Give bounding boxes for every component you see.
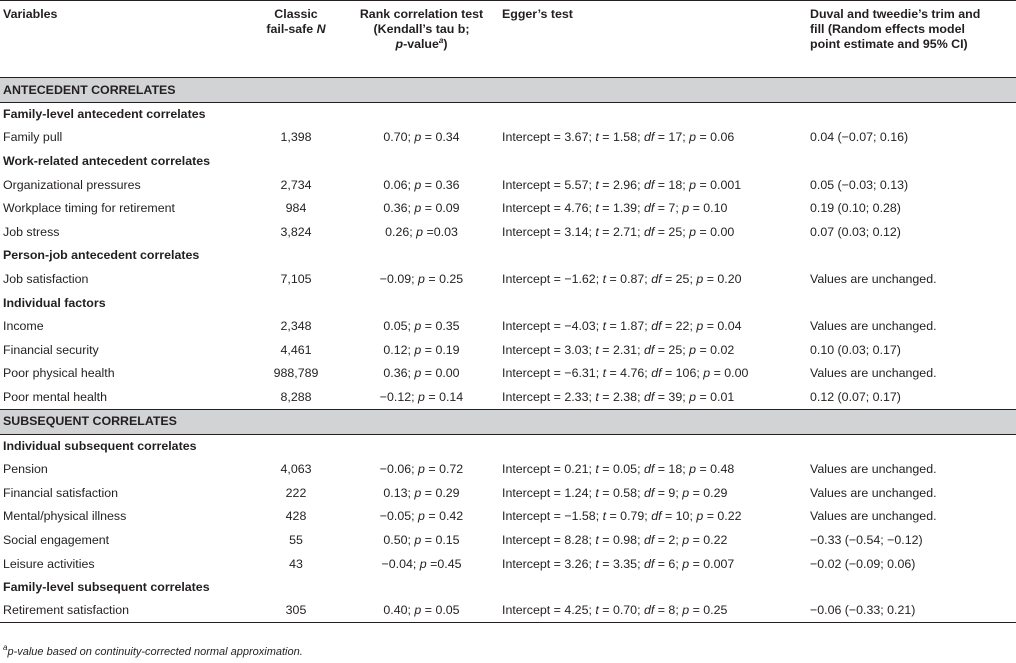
cell-egger: Intercept = 4.25; t = 0.70; df = 8; p = 0.25 bbox=[499, 599, 807, 623]
cell-trim-fill: 0.07 (0.03; 0.12) bbox=[810, 224, 901, 239]
p-value: =0.03 bbox=[426, 224, 458, 239]
df-label: df bbox=[643, 532, 655, 547]
p-value: = 0.09 bbox=[424, 201, 460, 216]
df-label: df bbox=[643, 177, 655, 192]
t-value: = 4.76 bbox=[609, 366, 645, 381]
intercept-label: Intercept = bbox=[502, 130, 565, 145]
p-label: p bbox=[682, 603, 690, 618]
df-value: = 7 bbox=[657, 201, 676, 216]
p-label: p bbox=[682, 532, 690, 547]
table-row bbox=[0, 268, 1016, 292]
tau-value: 0.36 bbox=[383, 201, 408, 216]
t-value: = 0.79 bbox=[609, 509, 645, 524]
p-label: p bbox=[416, 224, 424, 239]
p-label: p bbox=[414, 366, 422, 381]
intercept-value: 3.03 bbox=[564, 342, 589, 357]
p-value: = 0.34 bbox=[424, 130, 460, 145]
cell-failsafe-n: 305 bbox=[248, 599, 344, 623]
subhead-row bbox=[0, 434, 1016, 458]
p-label: p bbox=[414, 342, 422, 357]
t-value: = 1.39 bbox=[602, 201, 638, 216]
t-value: = 2.96 bbox=[602, 177, 638, 192]
cell-trim-fill: 0.19 (0.10; 0.28) bbox=[810, 201, 901, 216]
df-label: df bbox=[643, 224, 655, 239]
p-label: p bbox=[414, 177, 422, 192]
egger-p-value: = 0.04 bbox=[706, 319, 742, 334]
egger-p-value: = 0.00 bbox=[699, 224, 735, 239]
t-value: = 0.05 bbox=[602, 462, 638, 477]
p-label: p bbox=[418, 509, 425, 524]
subhead-title: Family-level antecedent correlates bbox=[3, 107, 206, 122]
t-value: = 2.71 bbox=[602, 224, 638, 239]
table-row bbox=[0, 552, 1016, 576]
cell-trim-fill: −0.06 (−0.33; 0.21) bbox=[807, 599, 1016, 623]
cell-egger: Intercept = 0.21; t = 0.05; df = 18; p = 0.48 bbox=[502, 462, 735, 477]
t-label: t bbox=[595, 462, 599, 477]
intercept-label: Intercept = bbox=[502, 389, 565, 404]
cell-rank-test: −0.09; p = 0.25 bbox=[379, 272, 464, 287]
egger-p-value: = 0.06 bbox=[699, 130, 735, 145]
tau-value: −0.05 bbox=[379, 509, 412, 524]
p-label: p bbox=[418, 462, 425, 477]
cell-variable: Job stress bbox=[3, 224, 60, 239]
cell-egger: Intercept = −1.62; t = 0.87; df = 25; p = 0.20 bbox=[502, 272, 742, 287]
df-value: = 8 bbox=[657, 603, 676, 618]
header-rank-correlation: Rank correlation test (Kendall’s tau b; p-value$^a$) bbox=[344, 1, 499, 78]
cell-rank-test: −0.12; p = 0.14 bbox=[379, 389, 464, 404]
p-value: = 0.29 bbox=[424, 485, 460, 500]
tau-value: 0.05 bbox=[383, 319, 408, 334]
df-label: df bbox=[651, 366, 662, 381]
intercept-label: Intercept = bbox=[502, 319, 565, 334]
cell-trim-fill: 0.04 (−0.07; 0.16) bbox=[810, 130, 909, 145]
t-label: t bbox=[595, 389, 599, 404]
intercept-value: 3.67 bbox=[564, 130, 589, 145]
p-label: p bbox=[696, 319, 704, 334]
tau-value: −0.04 bbox=[381, 556, 413, 571]
cell-variable: Pension bbox=[3, 462, 48, 477]
egger-p-value: = 0.22 bbox=[692, 532, 728, 547]
df-value: = 18 bbox=[657, 462, 683, 477]
intercept-value: 5.57 bbox=[564, 177, 589, 192]
t-value: = 0.87 bbox=[609, 272, 645, 287]
cell-egger: Intercept = 3.03; t = 2.31; df = 25; p = 0.02 bbox=[502, 342, 735, 357]
tau-value: 0.36 bbox=[383, 366, 408, 381]
cell-trim-fill: 0.12 (0.07; 0.17) bbox=[810, 389, 901, 404]
header-egger: Egger’s test bbox=[499, 1, 807, 78]
t-label: t bbox=[602, 272, 607, 287]
cell-rank-test: 0.12; p = 0.19 bbox=[383, 342, 460, 357]
intercept-value: −6.31 bbox=[564, 366, 596, 381]
intercept-value: 0.21 bbox=[564, 462, 589, 477]
cell-failsafe-n: 43 bbox=[289, 556, 303, 571]
table-row bbox=[0, 173, 1016, 197]
df-label: df bbox=[643, 389, 655, 404]
egger-p-value: = 0.25 bbox=[692, 603, 728, 618]
intercept-label: Intercept = bbox=[502, 224, 565, 239]
t-label: t bbox=[595, 177, 599, 192]
intercept-value: −4.03 bbox=[564, 319, 596, 334]
p-value: = 0.72 bbox=[428, 462, 464, 477]
intercept-value: 4.76 bbox=[564, 201, 589, 216]
p-label: p bbox=[689, 177, 697, 192]
cell-rank-test: 0.70; p = 0.34 bbox=[383, 130, 460, 145]
cell-variable: Job satisfaction bbox=[3, 272, 89, 287]
cell-rank-test: 0.40; p = 0.05 bbox=[344, 599, 499, 623]
cell-rank-test: 0.50; p = 0.15 bbox=[383, 532, 460, 547]
t-value: = 0.70 bbox=[602, 603, 638, 618]
p-value: = 0.14 bbox=[428, 389, 464, 404]
df-value: = 25 bbox=[657, 342, 683, 357]
cell-trim-fill: Values are unchanged. bbox=[810, 462, 937, 477]
p-value: = 0.05 bbox=[424, 603, 460, 618]
p-label: p bbox=[414, 603, 422, 618]
p-label: p bbox=[682, 201, 690, 216]
subhead-row bbox=[0, 103, 1016, 127]
df-label: df bbox=[643, 342, 655, 357]
table-row bbox=[0, 458, 1016, 482]
tau-value: 0.50 bbox=[383, 532, 408, 547]
subhead-row bbox=[0, 244, 1016, 268]
egger-p-value: = 0.29 bbox=[692, 485, 728, 500]
df-label: df bbox=[643, 603, 655, 618]
intercept-value: 4.25 bbox=[564, 603, 589, 618]
cell-egger: Intercept = −4.03; t = 1.87; df = 22; p = 0.04 bbox=[502, 319, 742, 334]
table-row bbox=[0, 315, 1016, 339]
p-label: p bbox=[418, 389, 425, 404]
tau-value: 0.12 bbox=[383, 342, 408, 357]
cell-egger: Intercept = 1.24; t = 0.58; df = 9; p = 0.29 bbox=[502, 485, 728, 500]
cell-failsafe-n: 1,398 bbox=[280, 130, 312, 145]
t-label: t bbox=[595, 342, 599, 357]
cell-egger: Intercept = 3.14; t = 2.71; df = 25; p = 0.00 bbox=[502, 224, 735, 239]
cell-failsafe-n: 7,105 bbox=[280, 272, 312, 287]
cell-variable: Social engagement bbox=[3, 532, 110, 547]
df-value: = 17 bbox=[657, 130, 683, 145]
t-value: = 3.35 bbox=[602, 556, 638, 571]
p-label: p bbox=[703, 366, 711, 381]
p-label: p bbox=[414, 130, 422, 145]
header-classic-failsafe: Classic fail-safe N bbox=[248, 1, 344, 78]
table-row bbox=[0, 338, 1016, 362]
t-label: t bbox=[595, 556, 599, 571]
cell-variable: Workplace timing for retirement bbox=[3, 201, 175, 216]
cell-egger: Intercept = 2.33; t = 2.38; df = 39; p = 0.01 bbox=[502, 389, 735, 404]
egger-p-value: = 0.01 bbox=[699, 389, 735, 404]
cell-egger: Intercept = 3.26; t = 3.35; df = 6; p = 0.007 bbox=[502, 556, 735, 571]
cell-trim-fill: Values are unchanged. bbox=[810, 509, 937, 524]
cell-rank-test: 0.06; p = 0.36 bbox=[383, 177, 460, 192]
t-label: t bbox=[595, 532, 599, 547]
table-row bbox=[0, 386, 1016, 410]
cell-failsafe-n: 4,461 bbox=[280, 342, 312, 357]
table-row bbox=[0, 220, 1016, 244]
intercept-value: 8.28 bbox=[564, 532, 589, 547]
cell-variable: Family pull bbox=[3, 130, 63, 145]
cell-rank-test: 0.36; p = 0.09 bbox=[383, 201, 460, 216]
df-label: df bbox=[643, 130, 655, 145]
t-value: = 0.98 bbox=[602, 532, 638, 547]
cell-rank-test: −0.04; p =0.45 bbox=[381, 556, 462, 571]
df-label: df bbox=[643, 462, 655, 477]
cell-failsafe-n: 55 bbox=[289, 532, 303, 547]
df-value: = 10 bbox=[664, 509, 690, 524]
df-value: = 6 bbox=[657, 556, 676, 571]
cell-egger: Intercept = 8.28; t = 0.98; df = 2; p = 0.22 bbox=[502, 532, 728, 547]
cell-variable: Poor physical health bbox=[3, 366, 115, 381]
egger-p-value: = 0.001 bbox=[699, 177, 742, 192]
t-value: = 2.38 bbox=[602, 389, 638, 404]
subhead-row bbox=[0, 291, 1016, 315]
tau-value: −0.09 bbox=[379, 272, 412, 287]
tau-value: 0.40 bbox=[383, 603, 408, 618]
p-value: = 0.35 bbox=[424, 319, 460, 334]
cell-variable: Income bbox=[3, 319, 44, 334]
t-value: = 1.58 bbox=[602, 130, 638, 145]
intercept-value: 3.14 bbox=[564, 224, 589, 239]
p-label: p bbox=[414, 201, 422, 216]
intercept-label: Intercept = bbox=[502, 201, 565, 216]
cell-variable: Organizational pressures bbox=[3, 177, 141, 192]
cell-failsafe-n: 2,348 bbox=[280, 319, 312, 334]
t-label: t bbox=[595, 201, 599, 216]
cell-rank-test: 0.36; p = 0.00 bbox=[383, 366, 460, 381]
cell-variable: Retirement satisfaction bbox=[0, 599, 248, 623]
p-label: p bbox=[689, 130, 697, 145]
t-value: = 2.31 bbox=[602, 342, 638, 357]
cell-variable: Financial satisfaction bbox=[3, 485, 119, 500]
table-row bbox=[0, 599, 1016, 623]
subhead-row bbox=[0, 150, 1016, 174]
header-row bbox=[0, 1, 1016, 78]
cell-variable: Poor mental health bbox=[3, 389, 108, 404]
df-value: = 9 bbox=[657, 485, 676, 500]
t-value: = 0.58 bbox=[602, 485, 638, 500]
df-value: = 25 bbox=[664, 272, 690, 287]
table-row bbox=[0, 529, 1016, 553]
intercept-value: 1.24 bbox=[564, 485, 589, 500]
table-row bbox=[0, 505, 1016, 529]
tau-value: −0.06 bbox=[379, 462, 412, 477]
p-label: p bbox=[689, 342, 697, 357]
cell-failsafe-n: 984 bbox=[285, 201, 307, 216]
df-label: df bbox=[651, 319, 662, 334]
df-value: = 106 bbox=[664, 366, 697, 381]
header-trim-fill: Duval and tweedie’s trim and fill (Random effects model point estimate and 95% CI) bbox=[807, 1, 1016, 78]
section-row bbox=[0, 409, 1016, 434]
cell-trim-fill: Values are unchanged. bbox=[810, 272, 937, 287]
intercept-label: Intercept = bbox=[502, 485, 565, 500]
egger-p-value: = 0.48 bbox=[699, 462, 735, 477]
df-label: df bbox=[643, 201, 655, 216]
df-value: = 39 bbox=[657, 389, 683, 404]
intercept-label: Intercept = bbox=[502, 603, 565, 618]
df-label: df bbox=[643, 556, 655, 571]
tau-value: 0.26 bbox=[385, 224, 410, 239]
cell-rank-test: −0.06; p = 0.72 bbox=[379, 462, 464, 477]
cell-egger: Intercept = −1.58; t = 0.79; df = 10; p = 0.22 bbox=[502, 509, 742, 524]
t-value: = 1.87 bbox=[609, 319, 645, 334]
df-label: df bbox=[643, 485, 655, 500]
table-row bbox=[0, 197, 1016, 221]
p-value: = 0.19 bbox=[424, 342, 460, 357]
p-label: p bbox=[696, 272, 704, 287]
cell-trim-fill: 0.10 (0.03; 0.17) bbox=[810, 342, 901, 357]
header-variables: Variables bbox=[0, 1, 248, 78]
p-value: = 0.36 bbox=[424, 177, 460, 192]
intercept-label: Intercept = bbox=[502, 272, 565, 287]
cell-variable: Mental/physical illness bbox=[3, 509, 127, 524]
p-label: p bbox=[689, 224, 697, 239]
egger-p-value: = 0.02 bbox=[699, 342, 735, 357]
p-label: p bbox=[419, 556, 427, 571]
cell-variable: Leisure activities bbox=[3, 556, 95, 571]
p-value: = 0.25 bbox=[428, 272, 464, 287]
subhead-title: Work-related antecedent correlates bbox=[3, 154, 211, 169]
cell-trim-fill: Values are unchanged. bbox=[810, 485, 937, 500]
df-value: = 18 bbox=[657, 177, 683, 192]
cell-failsafe-n: 428 bbox=[285, 509, 307, 524]
egger-p-value: = 0.22 bbox=[706, 509, 742, 524]
cell-trim-fill: −0.02 (−0.09; 0.06) bbox=[810, 556, 916, 571]
subhead-title: Family-level subsequent correlates bbox=[3, 580, 210, 595]
cell-failsafe-n: 222 bbox=[285, 485, 307, 500]
df-value: = 2 bbox=[657, 532, 676, 547]
tau-value: 0.06 bbox=[383, 177, 408, 192]
t-label: t bbox=[595, 224, 599, 239]
p-label: p bbox=[414, 532, 422, 547]
p-label: p bbox=[682, 556, 690, 571]
cell-rank-test: 0.05; p = 0.35 bbox=[383, 319, 460, 334]
intercept-label: Intercept = bbox=[502, 366, 565, 381]
cell-egger: Intercept = −6.31; t = 4.76; df = 106; p = 0.00 bbox=[502, 366, 749, 381]
subhead-title: Individual factors bbox=[3, 295, 106, 310]
intercept-label: Intercept = bbox=[502, 177, 565, 192]
cell-failsafe-n: 2,734 bbox=[280, 177, 312, 192]
table-row bbox=[0, 481, 1016, 505]
p-label: p bbox=[414, 319, 422, 334]
intercept-label: Intercept = bbox=[502, 462, 565, 477]
t-label: t bbox=[595, 485, 599, 500]
t-label: t bbox=[602, 366, 607, 381]
cell-failsafe-n: 4,063 bbox=[280, 462, 312, 477]
subhead-title: Individual subsequent correlates bbox=[3, 438, 197, 453]
egger-p-value: = 0.10 bbox=[692, 201, 728, 216]
subhead-row bbox=[0, 576, 1016, 600]
cell-trim-fill: Values are unchanged. bbox=[810, 366, 937, 381]
p-label: p bbox=[689, 389, 697, 404]
p-value: = 0.42 bbox=[428, 509, 464, 524]
cell-egger: Intercept = 5.57; t = 2.96; df = 18; p = 0.001 bbox=[502, 177, 742, 192]
cell-trim-fill: 0.05 (−0.03; 0.13) bbox=[810, 177, 909, 192]
cell-failsafe-n: 3,824 bbox=[280, 224, 312, 239]
cell-rank-test: 0.13; p = 0.29 bbox=[383, 485, 460, 500]
intercept-value: −1.58 bbox=[564, 509, 596, 524]
section-title: ANTECEDENT CORRELATES bbox=[0, 78, 1016, 103]
p-label: p bbox=[418, 272, 425, 287]
p-label: p bbox=[414, 485, 422, 500]
cell-egger: Intercept = 3.67; t = 1.58; df = 17; p = 0.06 bbox=[502, 130, 735, 145]
section-title: SUBSEQUENT CORRELATES bbox=[0, 409, 1016, 434]
p-label: p bbox=[696, 509, 704, 524]
intercept-label: Intercept = bbox=[502, 342, 565, 357]
cell-rank-test: 0.26; p =0.03 bbox=[385, 224, 458, 239]
t-label: t bbox=[602, 509, 607, 524]
cell-trim-fill: −0.33 (−0.54; −0.12) bbox=[810, 532, 923, 547]
intercept-label: Intercept = bbox=[502, 509, 565, 524]
footnote: $^a$p-value based on continuity-corrected normal approximation. bbox=[3, 643, 303, 658]
cell-trim-fill: Values are unchanged. bbox=[810, 319, 937, 334]
cell-failsafe-n: 988,789 bbox=[273, 366, 319, 381]
tau-value: −0.12 bbox=[379, 389, 412, 404]
tau-value: 0.13 bbox=[383, 485, 408, 500]
tau-value: 0.70 bbox=[383, 130, 408, 145]
t-label: t bbox=[595, 603, 599, 618]
p-value: =0.45 bbox=[430, 556, 462, 571]
p-value: = 0.00 bbox=[424, 366, 460, 381]
cell-failsafe-n: 8,288 bbox=[280, 389, 312, 404]
cell-rank-test: −0.05; p = 0.42 bbox=[379, 509, 464, 524]
df-value: = 22 bbox=[664, 319, 690, 334]
intercept-label: Intercept = bbox=[502, 556, 565, 571]
df-value: = 25 bbox=[657, 224, 683, 239]
p-label: p bbox=[682, 485, 690, 500]
intercept-label: Intercept = bbox=[502, 532, 565, 547]
cell-variable: Financial security bbox=[3, 342, 99, 357]
subhead-title: Person-job antecedent correlates bbox=[3, 248, 200, 263]
egger-p-value: = 0.20 bbox=[706, 272, 742, 287]
df-label: df bbox=[651, 509, 662, 524]
cell-egger: Intercept = 4.76; t = 1.39; df = 7; p = 0.10 bbox=[502, 201, 728, 216]
table-row bbox=[0, 126, 1016, 150]
egger-p-value: = 0.007 bbox=[692, 556, 735, 571]
intercept-value: 3.26 bbox=[564, 556, 589, 571]
section-row bbox=[0, 78, 1016, 103]
t-label: t bbox=[595, 130, 599, 145]
p-label: p bbox=[689, 462, 697, 477]
egger-p-value: = 0.00 bbox=[713, 366, 749, 381]
p-value: = 0.15 bbox=[424, 532, 460, 547]
t-label: t bbox=[602, 319, 607, 334]
intercept-value: 2.33 bbox=[564, 389, 589, 404]
df-label: df bbox=[651, 272, 662, 287]
table-row bbox=[0, 362, 1016, 386]
intercept-value: −1.62 bbox=[564, 272, 596, 287]
